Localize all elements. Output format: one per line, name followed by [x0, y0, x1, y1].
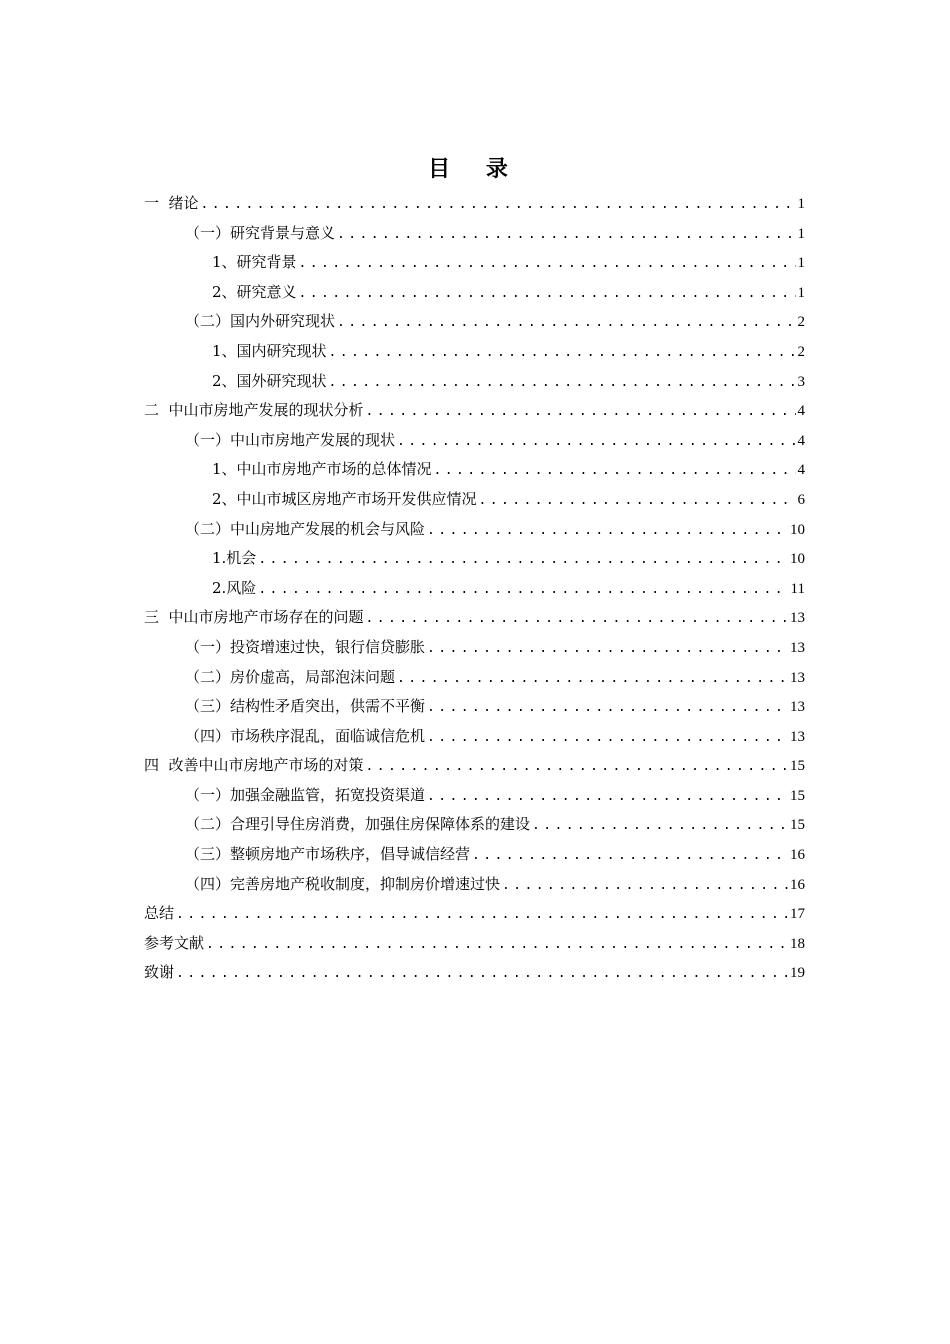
dot-leader: [176, 959, 788, 988]
dot-leader: [329, 338, 796, 367]
toc-page-number: 13: [790, 728, 805, 745]
dot-leader: [397, 664, 788, 693]
toc-entry-title: 二 中山市房地产发展的现状分析: [144, 401, 364, 420]
dot-leader: [427, 516, 788, 545]
toc-entry-title: 2.风险: [212, 578, 257, 597]
toc-page-number: 2: [797, 314, 805, 331]
toc-entry-title: （三）整顿房地产市场秩序，倡导诚信经营: [185, 845, 471, 864]
toc-entry[interactable]: [144, 751, 805, 781]
toc-entry-title: （一）研究背景与意义: [185, 223, 336, 242]
toc-page-number: 4: [797, 462, 805, 479]
toc-entry[interactable]: [212, 455, 805, 485]
toc-page-number: 15: [790, 817, 805, 834]
dot-leader: [472, 841, 788, 870]
toc-entry[interactable]: [185, 426, 805, 456]
dot-leader: [176, 900, 788, 929]
toc-entry[interactable]: [185, 722, 805, 752]
toc-entry[interactable]: [144, 396, 805, 426]
toc-entry-title: （四）市场秩序混乱，面临诚信危机: [185, 726, 426, 745]
toc-entry[interactable]: [185, 692, 805, 722]
toc-entry-title: （一）投资增速过快，银行信贷膨胀: [185, 637, 426, 656]
toc-page-number: 1: [797, 225, 805, 242]
toc-page-number: 13: [790, 639, 805, 656]
toc-entry-title: 1、中山市房地产市场的总体情况: [212, 460, 432, 479]
toc-page-number: 10: [790, 521, 805, 538]
toc-entry[interactable]: [212, 278, 805, 308]
toc-entry[interactable]: [185, 515, 805, 545]
toc-entry-title: （三）结构性矛盾突出，供需不平衡: [185, 697, 426, 716]
toc-entry-title: （一）中山市房地产发展的现状: [185, 430, 396, 449]
toc-entry-title: （一）加强金融监管，拓宽投资渠道: [185, 785, 426, 804]
toc-entry-title: 四 改善中山市房地产市场的对策: [144, 756, 364, 775]
dot-leader: [299, 279, 796, 308]
toc-entry-title: 1、国内研究现状: [212, 341, 327, 360]
toc-entry[interactable]: [185, 810, 805, 840]
dot-leader: [206, 930, 788, 959]
toc-entry[interactable]: [144, 603, 805, 633]
dot-leader: [366, 397, 796, 426]
toc-page-number: 6: [797, 491, 805, 508]
toc-entry[interactable]: [144, 929, 805, 959]
toc-entry[interactable]: [212, 367, 805, 397]
toc-entry[interactable]: [185, 633, 805, 663]
toc-entry-title: 参考文献: [144, 933, 205, 952]
dot-leader: [201, 190, 796, 219]
toc-entry-title: （二）房价虚高，局部泡沫问题: [185, 667, 396, 686]
toc-page-number: 13: [790, 699, 805, 716]
dot-leader: [337, 220, 795, 249]
dot-leader: [532, 811, 788, 840]
dot-leader: [397, 427, 795, 456]
dot-leader: [427, 634, 788, 663]
dot-leader: [434, 456, 796, 485]
dot-leader: [366, 752, 788, 781]
toc-page-number: 11: [790, 580, 805, 597]
toc-entry[interactable]: [185, 663, 805, 693]
toc-entry-title: 总结: [144, 904, 175, 923]
toc-entry[interactable]: [212, 544, 805, 574]
toc-page-number: 13: [790, 669, 805, 686]
dot-leader: [366, 604, 788, 633]
toc-page-number: 1: [797, 284, 805, 301]
toc-page-number: 3: [797, 373, 805, 390]
toc-entry[interactable]: [185, 307, 805, 337]
toc-entry-title: 致谢: [144, 963, 175, 982]
toc-entry-title: 2、研究意义: [212, 282, 297, 301]
toc-entry-title: 2、国外研究现状: [212, 371, 327, 390]
toc-entry-title: 一 绪论: [144, 194, 199, 212]
toc-entry[interactable]: [144, 189, 805, 219]
toc-entry-title: 三 中山市房地产市场存在的问题: [144, 608, 364, 627]
toc-page-number: 16: [790, 876, 805, 893]
toc-entry-title: 2、中山市城区房地产市场开发供应情况: [212, 489, 477, 508]
toc-entry[interactable]: [185, 870, 805, 900]
toc-entry[interactable]: [212, 485, 805, 515]
dot-leader: [427, 782, 788, 811]
toc-page-number: 15: [790, 758, 805, 775]
toc-entry[interactable]: [185, 840, 805, 870]
dot-leader: [299, 249, 796, 278]
toc-page-number: 17: [790, 906, 805, 923]
toc-entry-title: （二）中山房地产发展的机会与风险: [185, 519, 426, 538]
toc-page-number: 2: [797, 343, 805, 360]
toc-page-number: 18: [790, 935, 805, 952]
toc-entry[interactable]: [212, 248, 805, 278]
dot-leader: [329, 368, 796, 397]
toc-entry[interactable]: [144, 958, 805, 988]
toc-entry[interactable]: [185, 219, 805, 249]
dot-leader: [427, 723, 788, 752]
dot-leader: [427, 693, 788, 722]
dot-leader: [258, 575, 788, 604]
table-of-contents: [0, 189, 950, 988]
toc-page-number: 13: [790, 610, 805, 627]
dot-leader: [502, 871, 788, 900]
toc-entry-title: 1、研究背景: [212, 253, 297, 272]
toc-page-number: 16: [790, 847, 805, 864]
toc-page-number: 19: [790, 965, 805, 982]
toc-entry[interactable]: [212, 574, 805, 604]
toc-entry[interactable]: [185, 781, 805, 811]
toc-entry[interactable]: [144, 899, 805, 929]
toc-page-number: 4: [797, 432, 805, 449]
dot-leader: [258, 545, 788, 574]
toc-page-number: 10: [790, 551, 805, 568]
toc-entry[interactable]: [212, 337, 805, 367]
toc-page-number: 15: [790, 787, 805, 804]
dot-leader: [479, 486, 796, 515]
toc-page-number: 1: [797, 196, 805, 212]
toc-page-number: 1: [797, 255, 805, 272]
dot-leader: [337, 308, 795, 337]
toc-page-number: 4: [797, 403, 805, 420]
toc-entry-title: 1.机会: [212, 549, 257, 568]
toc-entry-title: （二）国内外研究现状: [185, 312, 336, 331]
toc-entry-title: （四）完善房地产税收制度，抑制房价增速过快: [185, 874, 501, 893]
toc-heading: 目 录: [428, 157, 522, 182]
toc-entry-title: （二）合理引导住房消费，加强住房保障体系的建设: [185, 815, 531, 834]
